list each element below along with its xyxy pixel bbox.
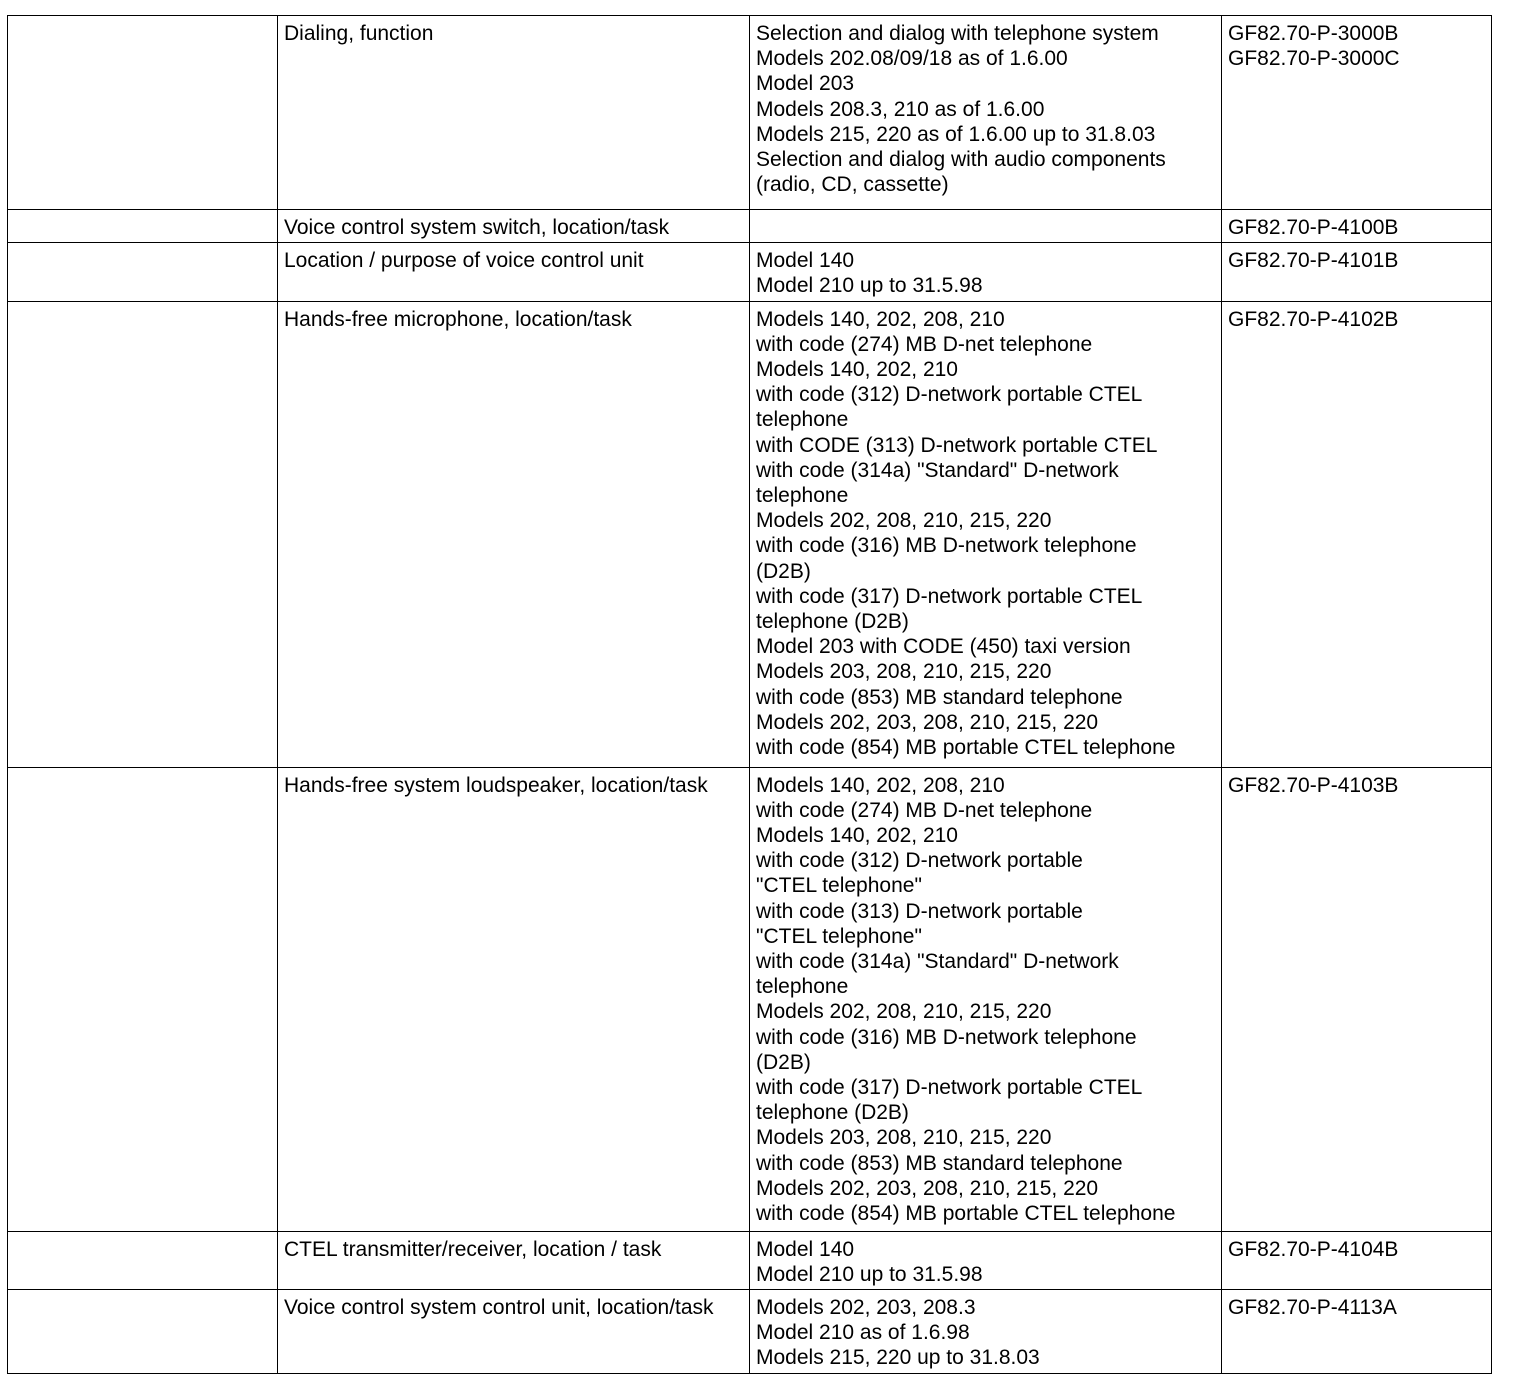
document-table bbox=[7, 15, 1492, 1374]
applicability-line: Models 208.3, 210 as of 1.6.00 bbox=[756, 97, 1045, 121]
document-number: GF82.70-P-4103B bbox=[1228, 773, 1399, 797]
component-cell bbox=[8, 1290, 278, 1374]
table-row bbox=[8, 16, 1492, 210]
table-row bbox=[8, 301, 1492, 767]
table-row bbox=[8, 1290, 1492, 1374]
document-number-cell bbox=[1222, 1231, 1492, 1289]
applicability-line: Model 210 up to 31.5.98 bbox=[756, 1262, 983, 1286]
applicability-line: with CODE (313) D-network portable CTEL bbox=[756, 433, 1158, 457]
applicability-line: Model 203 bbox=[756, 72, 855, 96]
applicability-cell bbox=[750, 301, 1222, 767]
applicability-line: with code (854) MB portable CTEL telephone bbox=[756, 736, 1176, 760]
applicability-line: with code (853) MB standard telephone bbox=[756, 1151, 1123, 1175]
description-text: Location / purpose of voice control unit bbox=[284, 249, 644, 273]
applicability-line: Models 202, 208, 210, 215, 220 bbox=[756, 509, 1052, 533]
document-number: GF82.70-P-4113A bbox=[1228, 1296, 1397, 1320]
description-text: CTEL transmitter/receiver, location / task bbox=[284, 1237, 662, 1261]
table-row bbox=[8, 243, 1492, 301]
applicability-line: Models 140, 202, 208, 210 bbox=[756, 773, 1005, 797]
applicability-line: Model 210 up to 31.5.98 bbox=[756, 274, 983, 298]
description-cell bbox=[278, 1290, 750, 1374]
component-cell bbox=[8, 767, 278, 1231]
applicability-cell bbox=[750, 1231, 1222, 1289]
applicability-line: with code (274) MB D-net telephone bbox=[756, 798, 1093, 822]
description-cell bbox=[278, 210, 750, 243]
applicability-line: with code (854) MB portable CTEL telephone bbox=[756, 1202, 1176, 1226]
document-number: GF82.70-P-4104B bbox=[1228, 1237, 1399, 1261]
applicability-line: telephone bbox=[756, 408, 849, 432]
applicability-cell bbox=[750, 1290, 1222, 1374]
component-cell bbox=[8, 16, 278, 210]
description-text: Hands-free microphone, location/task bbox=[284, 307, 632, 331]
document-number-cell bbox=[1222, 210, 1492, 243]
applicability-line: telephone (D2B) bbox=[756, 610, 909, 634]
document-number-cell bbox=[1222, 301, 1492, 767]
component-cell bbox=[8, 210, 278, 243]
document-number: GF82.70-P-4101B bbox=[1228, 249, 1399, 273]
document-number-cell bbox=[1222, 1290, 1492, 1374]
description-cell bbox=[278, 1231, 750, 1289]
applicability-cell bbox=[750, 16, 1222, 210]
applicability-line: Models 202, 203, 208.3 bbox=[756, 1296, 976, 1320]
applicability-line: Models 202, 208, 210, 215, 220 bbox=[756, 1000, 1052, 1024]
applicability-line: with code (316) MB D-network telephone bbox=[756, 534, 1137, 558]
applicability-line: Model 203 with CODE (450) taxi version bbox=[756, 635, 1131, 659]
component-cell bbox=[8, 243, 278, 301]
description-cell bbox=[278, 301, 750, 767]
document-number-cell bbox=[1222, 767, 1492, 1231]
description-text: Voice control system switch, location/task bbox=[284, 216, 670, 239]
description-cell bbox=[278, 243, 750, 301]
applicability-line: Models 202.08/09/18 as of 1.6.00 bbox=[756, 47, 1068, 71]
applicability-line: "CTEL telephone" bbox=[756, 874, 922, 898]
applicability-line: Models 140, 202, 210 bbox=[756, 824, 958, 848]
applicability-line: with code (853) MB standard telephone bbox=[756, 685, 1123, 709]
document-number: GF82.70-P-3000C bbox=[1228, 47, 1400, 71]
applicability-line: Models 215, 220 up to 31.8.03 bbox=[756, 1346, 1040, 1370]
applicability-line: Models 215, 220 as of 1.6.00 up to 31.8.03 bbox=[756, 122, 1156, 146]
applicability-line: Model 210 as of 1.6.98 bbox=[756, 1321, 970, 1345]
applicability-line: Models 202, 203, 208, 210, 215, 220 bbox=[756, 1176, 1099, 1200]
applicability-line: telephone (D2B) bbox=[756, 1101, 909, 1125]
component-cell bbox=[8, 301, 278, 767]
applicability-line: with code (312) D-network portable bbox=[756, 849, 1083, 873]
applicability-line: telephone bbox=[756, 975, 849, 999]
document-number: GF82.70-P-3000B bbox=[1228, 22, 1399, 45]
applicability-line: Model 140 bbox=[756, 1237, 855, 1261]
applicability-line: Model 140 bbox=[756, 249, 855, 273]
applicability-line: with code (314a) "Standard" D-network bbox=[756, 950, 1119, 974]
applicability-line: with code (312) D-network portable CTEL bbox=[756, 383, 1143, 407]
description-text: Dialing, function bbox=[284, 22, 434, 45]
applicability-line: Models 203, 208, 210, 215, 220 bbox=[756, 1126, 1052, 1150]
applicability-line: (radio, CD, cassette) bbox=[756, 173, 949, 197]
applicability-line: Models 202, 203, 208, 210, 215, 220 bbox=[756, 710, 1099, 734]
table-body bbox=[8, 16, 1492, 1374]
description-cell bbox=[278, 767, 750, 1231]
applicability-line: Selection and dialog with audio components bbox=[756, 148, 1166, 172]
applicability-line: telephone bbox=[756, 484, 849, 508]
description-cell bbox=[278, 16, 750, 210]
table-row bbox=[8, 767, 1492, 1231]
table-row bbox=[8, 210, 1492, 243]
applicability-line: with code (274) MB D-net telephone bbox=[756, 332, 1093, 356]
description-text: Voice control system control unit, location/task bbox=[284, 1296, 714, 1320]
document-number-cell bbox=[1222, 16, 1492, 210]
applicability-cell bbox=[750, 767, 1222, 1231]
applicability-line: with code (317) D-network portable CTEL bbox=[756, 1076, 1143, 1100]
applicability-line: with code (313) D-network portable bbox=[756, 899, 1083, 923]
applicability-line: Models 140, 202, 208, 210 bbox=[756, 307, 1005, 331]
applicability-line: with code (317) D-network portable CTEL bbox=[756, 584, 1143, 608]
applicability-line: (D2B) bbox=[756, 559, 811, 583]
applicability-line: "CTEL telephone" bbox=[756, 924, 922, 948]
applicability-line: with code (314a) "Standard" D-network bbox=[756, 458, 1119, 482]
description-text: Hands-free system loudspeaker, location/task bbox=[284, 773, 708, 797]
document-number: GF82.70-P-4100B bbox=[1228, 216, 1399, 239]
table-row bbox=[8, 1231, 1492, 1289]
component-cell bbox=[8, 1231, 278, 1289]
applicability-cell bbox=[750, 210, 1222, 243]
applicability-line: (D2B) bbox=[756, 1050, 811, 1074]
document-number: GF82.70-P-4102B bbox=[1228, 307, 1399, 331]
applicability-line: Models 203, 208, 210, 215, 220 bbox=[756, 660, 1052, 684]
document-number-cell bbox=[1222, 243, 1492, 301]
applicability-line: with code (316) MB D-network telephone bbox=[756, 1025, 1137, 1049]
applicability-line: Models 140, 202, 210 bbox=[756, 358, 958, 382]
applicability-cell bbox=[750, 243, 1222, 301]
applicability-line: Selection and dialog with telephone system bbox=[756, 22, 1159, 45]
